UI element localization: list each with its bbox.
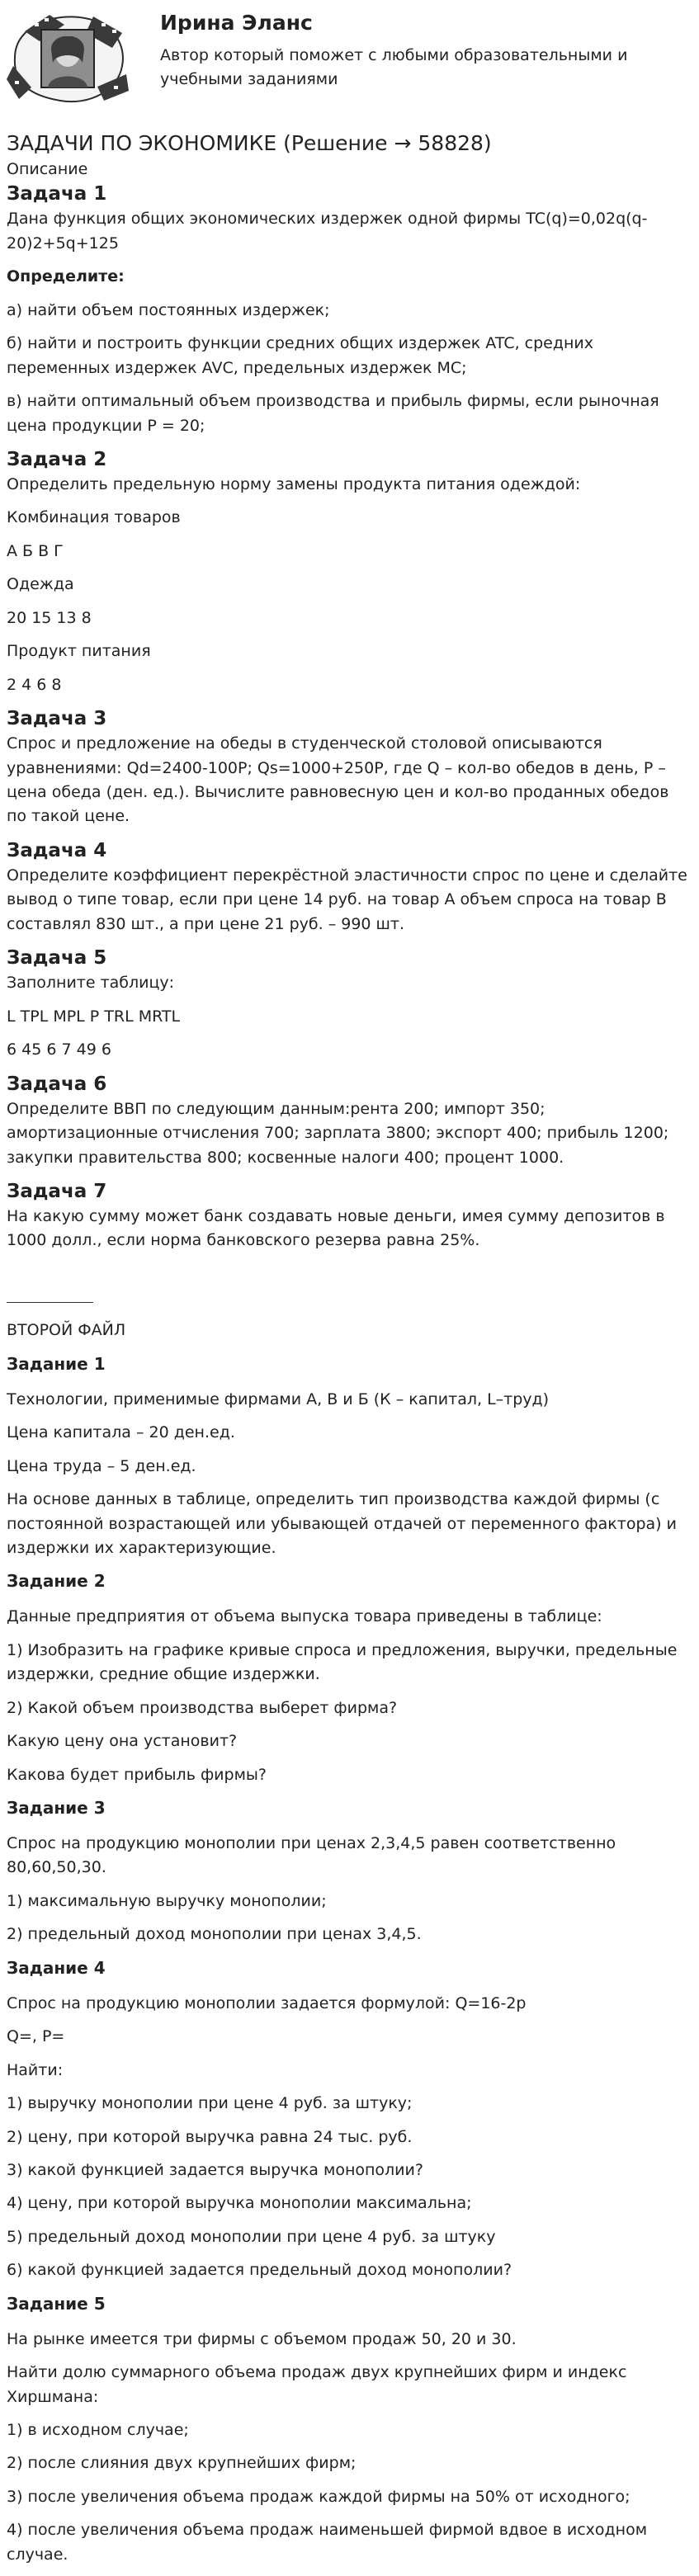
assignment-5-heading: Задание 5 — [7, 2293, 106, 2314]
author-description: Автор который поможет с любыми образовательными и учебными заданиями — [160, 45, 628, 88]
avatar[interactable] — [7, 8, 130, 107]
second-file-label: ВТОРОЙ ФАЙЛ — [7, 1321, 126, 1340]
task-1-heading: Задача 1 — [7, 183, 107, 205]
assignment-1-line: Технологии, применимые фирмами А, В и Б (К – капитал, L–труд) — [7, 1389, 550, 1408]
task-2-line: Продукт питания — [7, 642, 151, 661]
task-2-line: 2 4 6 8 — [7, 675, 62, 694]
page-title: ЗАДАЧИ ПО ЭКОНОМИКЕ (Решение → 58828) — [7, 131, 492, 155]
assignment-5-line: 3) после увеличения объема продаж каждой фирмы на 50% от исходного; — [7, 2487, 631, 2506]
assignment-5-line: 1) в исходном случае; — [7, 2421, 189, 2440]
assignment-2-line: 1) Изобразить на графике кривые спроса и предложения, выручки, предельные издержки, средние общие издержки. — [7, 1640, 678, 1684]
task-2-line: 20 15 13 8 — [7, 608, 92, 627]
author-block — [7, 0, 692, 124]
assignment-4-line: 4) цену, при которой выручка монополии максимальна; — [7, 2194, 472, 2213]
task-1-subheading: Определите: — [7, 267, 125, 286]
task-7-text: На какую сумму может банк создавать новые деньги, имея сумму депозитов в 1000 долл., если норма банковского резерва равна 25%. — [7, 1207, 665, 1250]
task-1-item-a: а) найти объем постоянных издержек; — [7, 300, 330, 319]
task-5-line: L TPL MPL P TRL MRTL — [7, 1007, 181, 1026]
assignment-2-line: Какова будет прибыль фирмы? — [7, 1765, 267, 1784]
task-2-line: А Б В Г — [7, 541, 64, 560]
assignment-3-line: 1) максимальную выручку монополии; — [7, 1891, 327, 1910]
task-5-heading: Задача 5 — [7, 947, 107, 970]
task-5-line: 6 45 6 7 49 6 — [7, 1040, 111, 1059]
assignment-4-line: Спрос на продукцию монополии задается формулой: Q=16-2p — [7, 1993, 527, 2012]
task-6-text: Определите ВВП по следующим данным:рента 200; импорт 350; амортизационные отчисления 700; зарплата 3800; экспорт 400; прибыль 1200; закупки правительства 800; косвенные налоги 400; процент 1000. — [7, 1099, 669, 1167]
task-1-text: Дана функция общих экономических издержек одной фирмы TC(q)=0,02q(q-20)2+5q+125 — [7, 210, 648, 252]
assignment-3-heading: Задание 3 — [7, 1798, 106, 1819]
assignment-4-line: 6) какой функцией задается предельный доход монополии? — [7, 2261, 512, 2280]
assignment-2-line: Какую цену она установит? — [7, 1732, 238, 1751]
avatar-film-frame-image — [7, 8, 130, 107]
task-2-line: Одежда — [7, 575, 74, 594]
assignment-2-line: Данные предприятия от объема выпуска товара приведены в таблице: — [7, 1607, 602, 1626]
assignment-2-heading: Задание 2 — [7, 1571, 106, 1592]
task-2-heading: Задача 2 — [7, 448, 107, 470]
section-label: Описание — [7, 160, 88, 178]
task-3-text: Спрос и предложение на обеды в студенческой столовой описываются уравнениями: Qd=2400-100P; Qs=1000+250P, где Q – кол-во обедов в день, P – цена обеда (ден. ед.). Вычислите равновесную цен и кол-во проданных обедов по такой цене. — [7, 734, 669, 826]
assignment-1-line: Цена труда – 5 ден.ед. — [7, 1456, 196, 1475]
separator-line — [7, 1286, 692, 1310]
assignment-2-line: 2) Какой объем производства выберет фирма? — [7, 1698, 398, 1717]
assignment-3-line: Спрос на продукцию монополии при ценах 2,3,4,5 равен соответственно 80,60,50,30. — [7, 1834, 616, 1877]
task-4-heading: Задача 4 — [7, 839, 107, 861]
assignment-4-line: Q=, P= — [7, 2027, 65, 2046]
assignment-5-line: Найти долю суммарного объема продаж двух крупнейших фирм и индекс Хиршмана: — [7, 2363, 627, 2406]
assignment-3-line: 2) предельный доход монополии при ценах 3,4,5. — [7, 1925, 422, 1944]
assignment-4-line: 1) выручку монополии при цене 4 руб. за штуку; — [7, 2094, 413, 2113]
task-7-heading: Задача 7 — [7, 1180, 107, 1202]
task-1-item-b: б) найти и построить функции средних общих издержек ATC, средних переменных издержек AVC, предельных издержек MC; — [7, 334, 594, 377]
assignment-5-line: 4) после увеличения объема продаж наименьшей фирмой вдвое в исходном случае. — [7, 2521, 648, 2564]
assignment-4-line: Найти: — [7, 2060, 64, 2079]
assignment-5-line: 2) после слияния двух крупнейших фирм; — [7, 2454, 357, 2473]
author-name[interactable]: Ирина Эланс — [160, 11, 313, 35]
assignment-1-heading: Задание 1 — [7, 1353, 106, 1374]
task-2-line: Комбинация товаров — [7, 508, 181, 527]
assignment-4-line: 2) цену, при которой выручка равна 24 тыс. руб. — [7, 2127, 413, 2146]
assignment-4-line: 3) какой функцией задается выручка монополии? — [7, 2160, 423, 2179]
assignment-4-line: 5) предельный доход монополии при цене 4 руб. за штуку — [7, 2227, 496, 2246]
assignment-1-line: На основе данных в таблице, определить тип производства каждой фирмы (с постоянной возрастающей или убывающей отдачей от переменного фактора) и издержки их характеризующие. — [7, 1490, 677, 1557]
author-info — [160, 8, 655, 92]
task-6-heading: Задача 6 — [7, 1073, 107, 1095]
task-3-heading: Задача 3 — [7, 708, 107, 730]
task-2-text: Определить предельную норму замены продукта питания одеждой: — [7, 475, 581, 494]
assignment-5-line: На рынке имеется три фирмы с объемом продаж 50, 20 и 30. — [7, 2329, 517, 2348]
assignment-1-line: Цена капитала – 20 ден.ед. — [7, 1423, 235, 1442]
task-4-text: Определите коэффициент перекрёстной эластичности спрос по цене и сделайте вывод о типе товар, если при цене 14 руб. на товар А объем спроса на товар В составлял 830 шт., а при цене 21 руб. – 990 шт. — [7, 866, 687, 933]
task-1-item-c: в) найти оптимальный объем производства и прибыль фирмы, если рыночная цена продукции P = 20; — [7, 392, 659, 435]
task-5-text: Заполните таблицу: — [7, 974, 175, 993]
assignment-4-heading: Задание 4 — [7, 1957, 106, 1978]
